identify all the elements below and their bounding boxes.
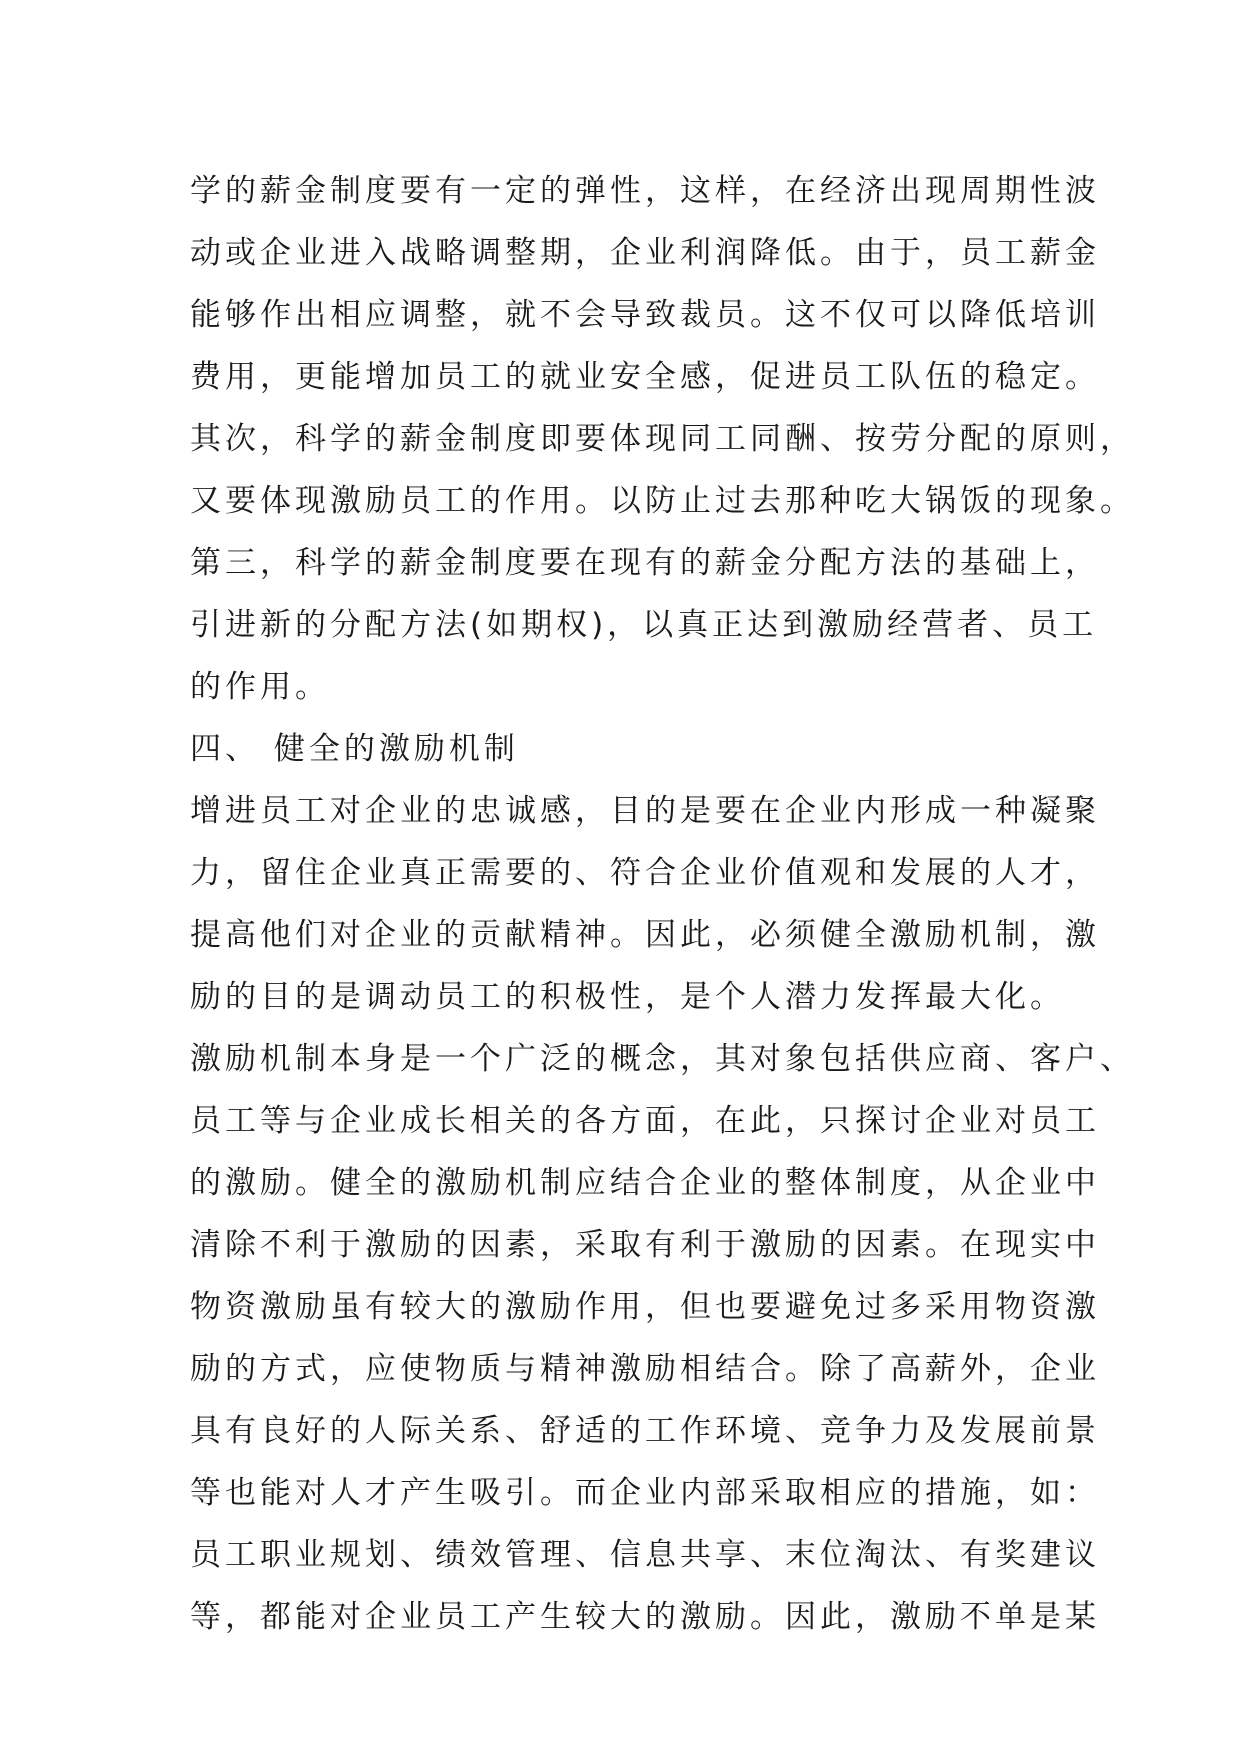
text-line: 员工职业规划、绩效管理、信息共享、末位淘汰、有奖建议 bbox=[190, 1537, 1100, 1573]
text-line: 提高他们对企业的贡献精神。因此，必须健全激励机制，激 bbox=[190, 917, 1100, 953]
text-line: 动或企业进入战略调整期，企业利润降低。由于，员工薪金 bbox=[190, 235, 1100, 271]
text-line: 员工等与企业成长相关的各方面，在此，只探讨企业对员工 bbox=[190, 1103, 1100, 1139]
text-line: 具有良好的人际关系、舒适的工作环境、竞争力及发展前景 bbox=[190, 1413, 1100, 1449]
text-line: 能够作出相应调整，就不会导致裁员。这不仅可以降低培训 bbox=[190, 297, 1100, 333]
text-line: 第三，科学的薪金制度要在现有的薪金分配方法的基础上， bbox=[190, 545, 1100, 581]
body-text bbox=[190, 160, 1135, 1648]
text-line: 等也能对人才产生吸引。而企业内部采取相应的措施，如： bbox=[190, 1475, 1100, 1511]
text-line: 费用，更能增加员工的就业安全感，促进员工队伍的稳定。 bbox=[190, 359, 1100, 395]
text-line: 励的方式，应使物质与精神激励相结合。除了高薪外，企业 bbox=[190, 1351, 1100, 1387]
text-line: 力，留住企业真正需要的、符合企业价值观和发展的人才， bbox=[190, 855, 1100, 891]
text-line: 励的目的是调动员工的积极性，是个人潜力发挥最大化。 bbox=[190, 979, 1065, 1015]
text-line: 增进员工对企业的忠诚感，目的是要在企业内形成一种凝聚 bbox=[190, 793, 1100, 829]
text-line: 的作用。 bbox=[190, 669, 330, 705]
text-line: 物资激励虽有较大的激励作用，但也要避免过多采用物资激 bbox=[190, 1289, 1100, 1325]
text-line: 激励机制本身是一个广泛的概念，其对象包括供应商、客户、 bbox=[190, 1041, 1135, 1077]
text-line: 等，都能对企业员工产生较大的激励。因此，激励不单是某 bbox=[190, 1599, 1100, 1635]
text-line: 其次，科学的薪金制度即要体现同工同酬、按劳分配的原则， bbox=[190, 421, 1135, 457]
section-heading: 四、 健全的激励机制 bbox=[190, 731, 519, 767]
text-line: 清除不利于激励的因素，采取有利于激励的因素。在现实中 bbox=[190, 1227, 1100, 1263]
text-line: 的激励。健全的激励机制应结合企业的整体制度，从企业中 bbox=[190, 1165, 1100, 1201]
text-line: 引进新的分配方法(如期权)，以真正达到激励经营者、员工 bbox=[190, 607, 1098, 643]
text-line: 学的薪金制度要有一定的弹性，这样，在经济出现周期性波 bbox=[190, 173, 1100, 209]
text-line: 又要体现激励员工的作用。以防止过去那种吃大锅饭的现象。 bbox=[190, 483, 1135, 519]
